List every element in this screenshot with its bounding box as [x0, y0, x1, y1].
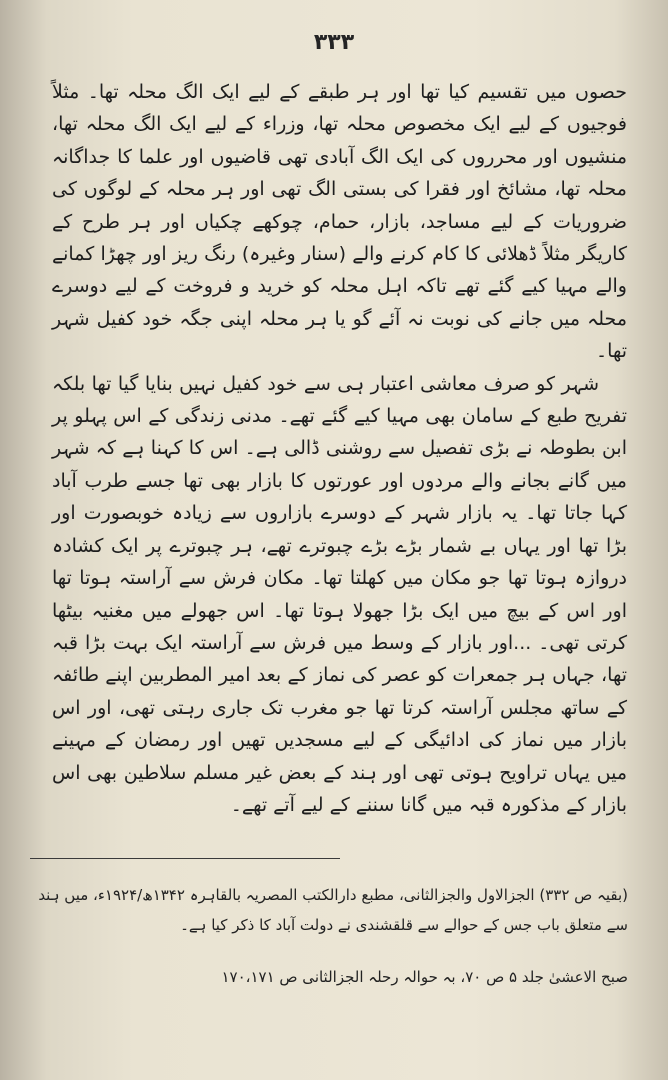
body-text: [52, 76, 627, 821]
footnote-1: صبح الاعشیٰ جلد ۵ ص ۷۰، بہ حوالہ رحلہ الجزالثانی ص ۱۷۰،۱۷۱: [221, 968, 628, 986]
page-number: ٣٣٣: [313, 30, 355, 55]
footnote-divider: [30, 858, 340, 859]
paragraph-2: شہر کو صرف معاشی اعتبار ہی سے خود کفیل نہیں بنایا گیا تھا بلکہ تفریح طبع کے سامان بھی مہیا کیے گئے تھے۔ مدنی زندگی کے اس پہلو پر ابن بطوطہ نے بڑی تفصیل سے روشنی ڈالی ہے۔ اس کا کہنا ہے کہ شہر میں گانے بجانے والے مردوں اور عورتوں کا بازار بھی تھا جسے طرب آباد کہا جاتا تھا۔ یہ بازار شہر کے دوسرے بازاروں سے زیادہ خوبصورت اور بڑا تھا اور یہاں بے شمار بڑے بڑے چبوترے تھے، ہر چبوترے پر ایک کشادہ دروازہ ہوتا تھا جو مکان میں کھلتا تھا۔ مکان فرش سے آراستہ ہوتا تھا اور اس کے بیچ میں ایک بڑا جھولا ہوتا تھا۔ اس جھولے میں مغنیہ بیٹھا کرتی تھی۔ ...اور بازار کے وسط میں فرش سے آراستہ ایک بہت بڑا قبہ تھا، جہاں ہر جمعرات کو عصر کی نماز کے بعد امیر المطربین اپنے طائفہ کے ساتھ مجلس آراستہ کرتا تھا جو مغرب تک جاری رہتی تھی، اور اس بازار میں نماز کی ادائیگی کے لیے مسجدیں تھیں اور رمضان کے مہینے میں یہاں تراویح ہوتی تھی اور ہند کے بعض غیر مسلم سلاطین بھی اس بازار کے مذکورہ قبہ میں گانا سننے کے لیے آتے تھے۔: [52, 372, 627, 816]
footnote-continued: (بقیہ ص ۳۳۲) الجزالاول والجزالثانی، مطبع دارالکتب المصریہ بالقاہرہ ۱۳۴۲ھ/۱۹۲۴ء، میں ہند سے متعلق باب جس کے حوالے سے قلقشندی نے دولت آباد کا ذکر کیا ہے۔: [38, 886, 628, 934]
footnotes: [32, 880, 628, 1006]
paragraph-1: حصوں میں تقسیم کیا تھا اور ہر طبقے کے لیے ایک الگ محلہ تھا۔ مثلاً فوجیوں کے لیے ایک مخصوص محلہ تھا، وزراء کے لیے ایک الگ محلہ تھا، منشیوں اور محرروں کی ایک الگ آبادی تھی قاضیوں اور علما کا جداگانہ محلہ تھا، مشائخ اور فقرا کی بستی الگ تھی اور ہر محلہ کے لوگوں کی ضروریات کے لیے مساجد، بازار، حمام، چوکھے چکیاں اور ہر طرح کے کاریگر مثلاً ڈھلائی کا کام کرنے والے (سنار وغیرہ) رنگ ریز اور چھڑا کمانے والے مہیا کیے گئے تھے تاکہ اہل محلہ کو خرید و فروخت کے لیے دوسرے محلہ میں جانے کی نوبت نہ آئے گو یا ہر محلہ اپنی جگہ خود کفیل شہر تھا۔: [52, 81, 627, 363]
